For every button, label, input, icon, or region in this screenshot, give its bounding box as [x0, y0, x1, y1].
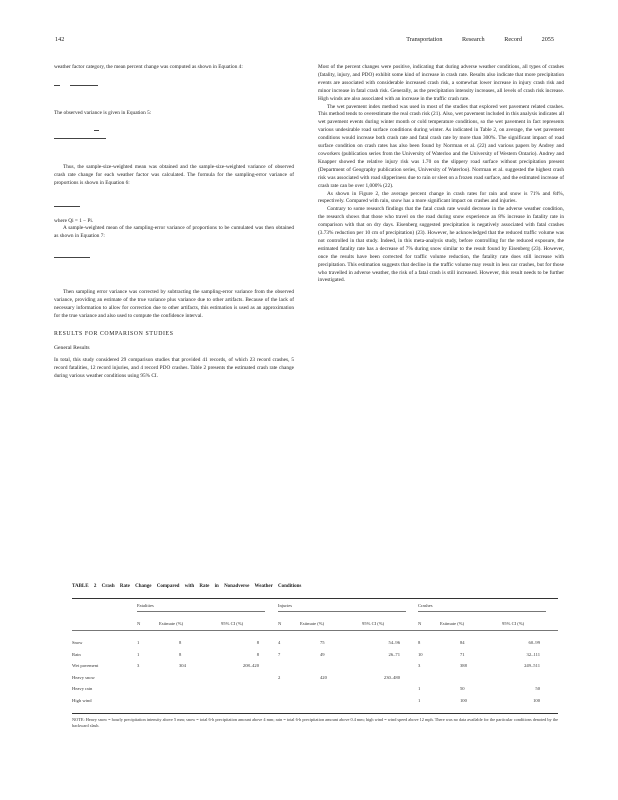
table-cell: 7: [278, 651, 281, 657]
table-cell: 26–71: [388, 651, 400, 657]
table-subheader: N: [278, 621, 282, 626]
table-cell: 3: [137, 663, 140, 668]
table-cell: 75: [320, 640, 325, 645]
table-cell: 60–99: [528, 640, 540, 645]
paragraph: In total, this study considered 29 comparison studies that provided 41 records, of which 23 record crashes, 5 record fatalities, 12 record injuries, and 4 record PDO crashes. Table 2 presents the estimated crash rate change during various weather conditions using 95% CI.: [54, 356, 294, 379]
table-subheader: Estimate (%): [300, 621, 325, 626]
table-cell: 100: [460, 697, 467, 703]
equation-4: [54, 72, 294, 98]
table-cell: 249–511: [524, 663, 540, 668]
group-rule: [278, 611, 406, 612]
table-top-rule: [72, 598, 558, 599]
header-rule: [72, 630, 558, 631]
table-group-header: Injuries: [278, 603, 293, 608]
table-cell: 8: [418, 640, 421, 645]
table-row-label: Heavy rain: [72, 686, 93, 691]
table-cell: 388: [460, 663, 467, 668]
table-cell: 1: [418, 686, 421, 691]
table-row-label: Snow: [72, 640, 83, 645]
running-header: Transportation Research Record 2055: [406, 36, 554, 43]
table-cell: 8: [179, 651, 182, 657]
table-cell: 8: [256, 640, 259, 645]
table-bottom-rule: [72, 713, 558, 714]
paragraph: Contrary to some research findings that the fatal crash rate would decrease in the adverse weather condition, the research shows that those who travel on the road during snow experience an 8% increase in fatality rate in comparison with that on dry days. Eisenberg suggested precipitation is negatively associated with fatal crashes (3.73% reduction per 10 cm of precipitation) (23). However, he acknowledged that the reduced traffic volume was not controlled in that study. Indeed, in this meta-analysis study, before controlling for the reduced exposure, the estimated fatality rate has a decrease of 7% during snow similar to the result found by Eisenberg (23). However, once the results have been corrected for traffic volume reduction, the fatality rate does still increase with precipitation. This estimation suggests that decline in the traffic volume may result in less car crashes, but for those who travelled in adverse weather, the risk of a fatal crash is still increased. However, this result needs to be further investigated.: [318, 206, 564, 284]
table-cell: 1: [418, 697, 421, 703]
table-cell: 32–111: [526, 651, 540, 657]
table-row-label: Rain: [72, 651, 81, 657]
table-subheader: N: [137, 621, 141, 626]
paragraph: Thus, the sample-size-weighted mean was obtained and the sample-size-weighted variance of observed crash rate change for each weather factor was calculated. The formula for the sampling-error variance of proportions is shown in Equation 6:: [54, 163, 294, 186]
paragraph: The wet pavement index method was used in most of the studies that explored wet pavement related crashes. This method tends to overestimate the real crash risk (21). Also, wet pavement included in this analysis indicates all wet pavement events during winter month or cold temperature conditions, so the wet pavement in fact represents various undesirable road surface conditions during winter. As indicated in Table 2, on average, the wet pavement conditions would increase both crash rate and fatal crash rate by more than 300%. The significant impact of road surface condition on crash rates has also been found by Norrman et al. (22) and various papers by Andrey and coworkers (publication series from the University of Waterloo and the University of Western Ontario). Andrey and Knapper showed the relative injury risk was 1.70 on the slippery road surface without precipitation present (Department of Geography publication series, University of Waterloo). Norrman et al. suggested the highest crash risk was associated with road slipperiness due to rain or sleet on a frozen road surface, and the estimated increase of crash rate can be over 1,000% (22).: [318, 103, 564, 189]
table-subheader: 95% CI (%): [502, 621, 525, 626]
table-row-label: Wet pavement: [72, 663, 99, 668]
table-subheader: Estimate (%): [159, 621, 184, 626]
equation-6: [54, 188, 294, 218]
table-cell: 4: [278, 640, 281, 645]
table-cell: 49: [320, 651, 325, 657]
group-rule: [137, 611, 265, 612]
table-row-label: Heavy snow: [72, 674, 95, 680]
table-cell: 420: [320, 674, 327, 680]
table-cell: 100: [533, 697, 540, 703]
table-note: NOTE: Heavy snow = hourly precipitation intensity above 5 mm; snow = total 6-h precipitation amount above 4 mm; rain = total 6-h precipitation amount above 0.4 mm; high wind = wind speed above 12 mph. There was no data available for the particular conditions denoted by the backward slash.: [72, 717, 558, 729]
paragraph: As shown in Figure 2, the average percent change in crash rates for rain and snow is 71% and 84%, respectively. Compared with rain, snow has a more significant impact on crashes and injuries.: [318, 190, 564, 205]
table-row-label: High wind: [72, 697, 92, 703]
paragraph: Most of the percent changes were positive, indicating that during adverse weather conditions, all types of crashes (fatality, injury, and PDO) exhibit some kind of increase in crash rate. Results also indicate that more precipitation events are associated with considerable increased crash risk, a somewhat lower increase in injury crash risk and minor increase in fatal crash risk. Generally, as the precipitation intensity increases, all levels of crash risk increase. High winds are also associated with an increase in the traffic crash rate.: [318, 64, 564, 102]
table-cell: 2: [278, 674, 281, 680]
table-cell: 50: [460, 686, 465, 691]
section-heading: RESULTS FOR COMPARISON STUDIES: [54, 330, 174, 337]
table-cell: 71: [460, 651, 465, 657]
table-group-header: Fatalities: [137, 603, 154, 608]
table-subheader: 95% CI (%): [362, 621, 385, 626]
group-rule: [418, 611, 546, 612]
table-cell: 84: [460, 640, 465, 645]
table-cell: 3: [418, 663, 421, 668]
table-cell: 8: [179, 640, 182, 645]
table-cell: 10: [418, 651, 423, 657]
paragraph-where: where Qi = 1 − Pi.: [54, 217, 94, 224]
table-group-header: Crashes: [418, 603, 433, 608]
right-column: [318, 64, 564, 285]
table-cell: 1: [137, 640, 140, 645]
paragraph: The observed variance is given in Equation 5:: [54, 109, 152, 116]
table-cell: 230–480: [383, 674, 400, 680]
paragraph: A sample-weighted mean of the sampling-error variance of proportions to be cumulated was then obtained as shown in Equation 7:: [54, 225, 294, 240]
paragraph: Then sampling error variance was corrected by subtracting the sampling-error variance from the observed variance, providing an estimate of the true variance plus variance due to other artifacts. Because of the lack of necessary information to allow for correction due to other artifacts, this estimation is used as an approximation for the true variance and also used to compute the confidence interval.: [54, 289, 294, 319]
table-cell: 1: [137, 651, 140, 657]
table-cell: 54–96: [388, 640, 400, 645]
subsection-heading: General Results: [54, 344, 90, 351]
table-cell: 50: [535, 686, 540, 691]
table-subheader: Estimate (%): [440, 621, 465, 626]
table-cell: 208–420: [242, 663, 259, 668]
table-subheader: 95% CI (%): [221, 621, 244, 626]
table-caption: TABLE 2 Crash Rate Change Compared with Rate in Nonadverse Weather Conditions: [72, 584, 302, 589]
table-cell: 304: [179, 663, 186, 668]
left-column: [54, 64, 294, 380]
table-cell: 8: [256, 651, 259, 657]
equation-5: [54, 118, 294, 152]
page-number: 142: [55, 36, 65, 43]
table-subheader: N: [418, 621, 422, 626]
paragraph: weather factor category, the mean percent change was computed as shown in Equation 4:: [54, 64, 243, 70]
equation-7: [54, 241, 294, 271]
